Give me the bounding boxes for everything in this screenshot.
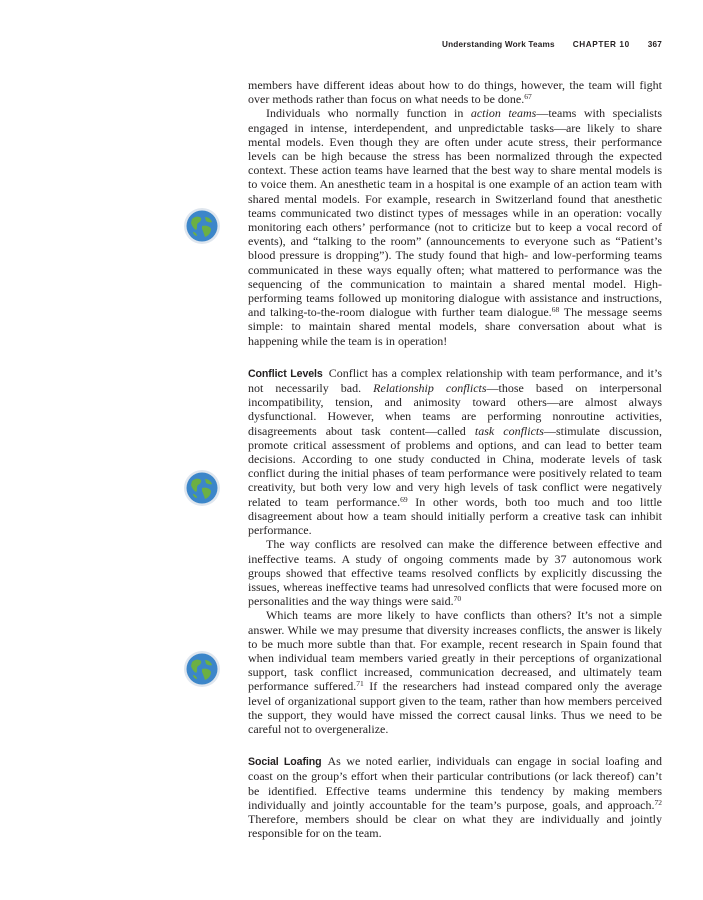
key-term: action teams <box>470 106 537 121</box>
running-head <box>248 40 662 49</box>
paragraph-text: Individuals who normally function in <box>266 106 471 121</box>
globe-icon <box>183 650 221 688</box>
body-text <box>248 78 662 840</box>
endnote-ref: 71 <box>356 679 364 689</box>
endnote-ref: 69 <box>400 494 408 504</box>
paragraph <box>248 537 662 608</box>
paragraph-text: Conflict has a complex relationship with team performance, and it’s not necessarily bad. <box>248 365 663 396</box>
paragraph-text: —stimulate discussion, promote critical assessment of problems and options, and can lead to better team decisions. According to one study conducted in China, moderate levels of task conflict during the initial phases of team performance were positively related to team creativity, but both very low and very high levels of task conflict were negatively related to team performance. <box>248 423 662 509</box>
paragraph-text: In other words, both too much and too little disagreement about how a team should initially perform a creative task can inhibit performance. <box>248 494 662 538</box>
endnote-ref: 68 <box>551 305 560 315</box>
endnote-ref: 67 <box>524 92 532 102</box>
running-head-chapter: CHAPTER 10 <box>572 40 630 49</box>
globe-icon <box>183 207 221 245</box>
paragraph <box>248 78 662 106</box>
paragraph <box>248 366 662 537</box>
paragraph-text: —those based on interpersonal incompatibility, tension, and animosity toward others—are almost always dysfunctional. However, when teams are performing nonroutine activities, disagreements about task content—called <box>248 381 663 438</box>
key-term: task conflicts <box>474 423 544 438</box>
paragraph <box>248 106 662 347</box>
paragraph <box>248 608 662 736</box>
paragraph-text: The way conflicts are resolved can make the difference between effective and ineffective teams. A study of ongoing comments made by 37 autonomous work groups showed that effective teams resolved conflicts by explicitly discussing the issues, whereas ineffective teams had unresolved conflicts that were focused more on personalities and the way things were said. <box>248 537 662 609</box>
key-term: Relationship conflicts <box>373 381 487 396</box>
endnote-ref: 70 <box>453 594 462 604</box>
paragraph-text: As we noted earlier, individuals can engage in social loafing and coast on the group’s effort when their particular contributions (or lack thereof) can’t be identified. Effective teams undermine this tendency by making members individually and jointly accountable for the team’s purpose, goals, and approach. <box>248 754 663 812</box>
paragraph-text: If the researchers had instead compared only the average level of organizational support given to the team, rather than how members perceived the support, they would have missed the correct causal links. Thus we need to be careful not to overgeneralize. <box>248 679 662 736</box>
section-heading: Conflict Levels <box>248 367 323 380</box>
paragraph-text: The message seems simple: to maintain shared mental models, share conversation about what is happening while the team is in operation! <box>248 305 662 348</box>
endnote-ref: 72 <box>654 797 662 807</box>
paragraph-text: members have different ideas about how to do things, however, the team will fight over methods rather than focus on what needs to be done. <box>248 78 662 107</box>
paragraph <box>248 754 662 840</box>
running-head-section: Understanding Work Teams <box>441 40 555 49</box>
paragraph-text: Which teams are more likely to have conflicts than others? It’s not a simple answer. While we may presume that diversity increases conflicts, the answer is likely to be much more subtle than that. For example, recent research in Spain found that when individual team members varied greatly in their perceptions of organizational support, task conflict increased, communication decreased, and ultimately team performance suffered. <box>248 608 662 694</box>
section-heading: Social Loafing <box>248 756 322 769</box>
globe-icon <box>183 469 221 507</box>
paragraph-text: —teams with specialists engaged in intense, interdependent, and unpredictable tasks—are likely to share mental models. Even though they are often under acute stress, their performance levels can be high because the stress has been normalized through the expected context. These action teams have learned that the best way to share mental models is to voice them. An anesthetic team in a hospital is one example of an action team with shared mental models. For example, research in Switzerland found that anesthetic teams communicated two distinct types of messages while in an operation: vocally monitoring each others’ performance (not to criticize but to keep a vocal record of events), and “talking to the room” (announcements to everyone such as “Patient’s blood pressure is dropping”). The study found that high- and low-performing teams communicated in these ways equally often; what mattered to performance was the sequencing of the communication to maintain a shared mental model. High-performing teams followed up monitoring dialogue with assistance and instructions, and talking-to-the-room dialogue with further team dialogue. <box>248 106 662 320</box>
page-number: 367 <box>647 40 662 49</box>
paragraph-text: Therefore, members should be clear on what they are individually and jointly responsible for on the team. <box>248 811 662 841</box>
